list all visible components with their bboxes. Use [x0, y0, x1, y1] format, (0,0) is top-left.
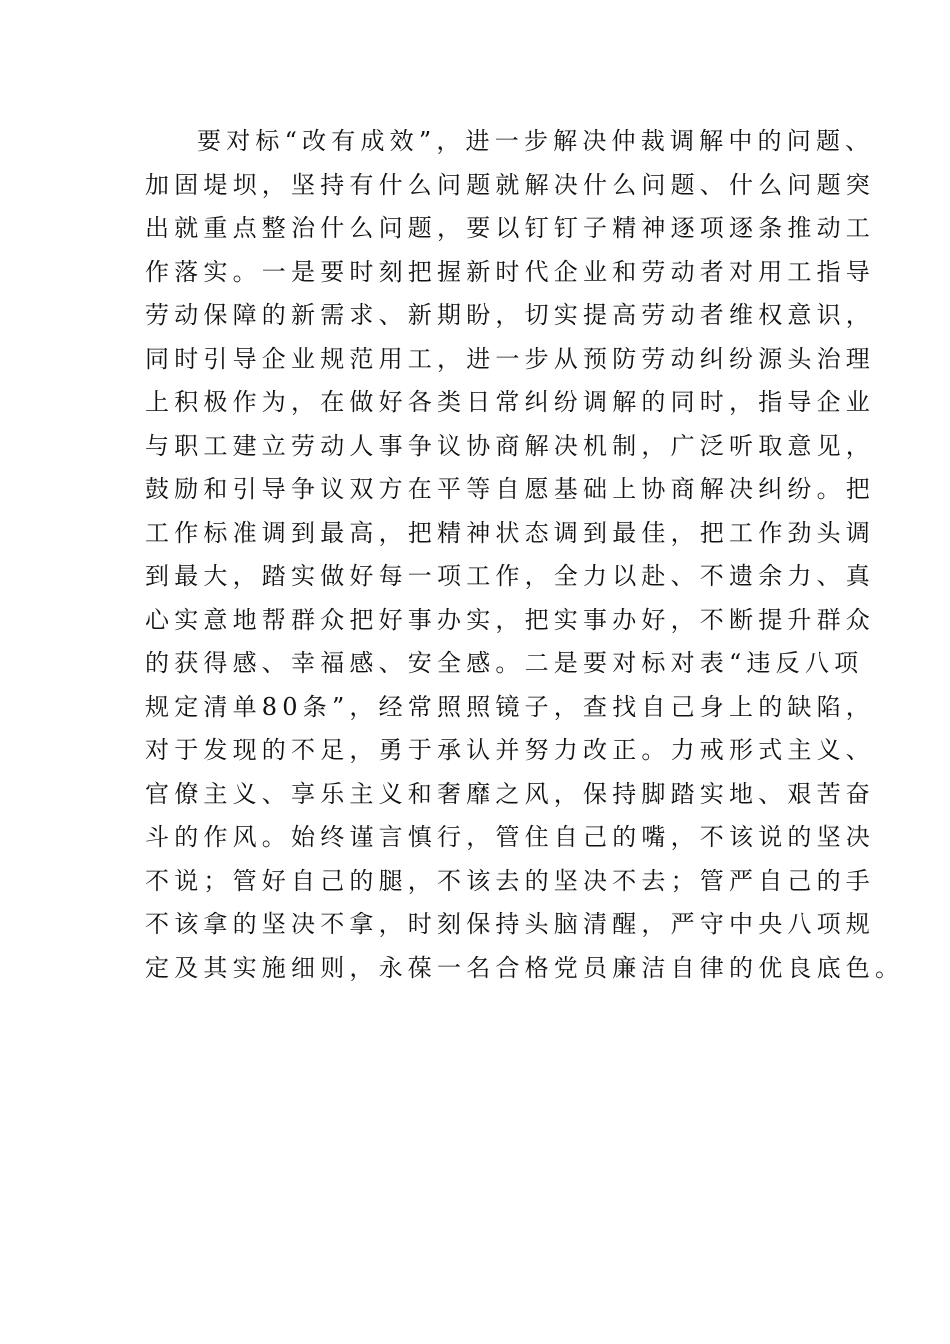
paragraph-line-16: 官僚主义、享乐主义和奢靡之风，保持脚踏实地、艰苦奋	[145, 779, 875, 808]
paragraph-line-6: 同时引导企业规范用工，进一步从预防劳动纠纷源头治理	[145, 344, 875, 373]
paragraph-line-14: 规定清单80条”，经常照照镜子，查找自己身上的缺陷，	[145, 692, 876, 721]
paragraph-line-13: 的获得感、幸福感、安全感。二是要对标对表“违反八项	[145, 649, 864, 677]
paragraph-line-2: 加固堤坝，坚持有什么问题就解决什么问题、什么问题突	[145, 170, 875, 199]
paragraph-line-3: 出就重点整治什么问题，要以钉钉子精神逐项逐条推动工	[145, 214, 875, 242]
paragraph-line-20: 定及其实施细则，永葆一名合格党员廉洁自律的优良底色。	[145, 953, 905, 982]
paragraph-line-11: 到最大，踏实做好每一项工作，全力以赴、不遗余力、真	[145, 562, 875, 590]
paragraph-line-4: 作落实。一是要时刻把握新时代企业和劳动者对用工指导	[145, 257, 875, 286]
paragraph-line-18: 不说；管好自己的腿，不该去的坚决不去；管严自己的手	[145, 866, 875, 895]
paragraph-line-5: 劳动保障的新需求、新期盼，切实提高劳动者维权意识，	[145, 301, 875, 329]
body-paragraph	[145, 120, 905, 990]
paragraph-line-7: 上积极作为，在做好各类日常纠纷调解的同时，指导企业	[145, 388, 875, 416]
paragraph-line-1: 要对标“改有成效”，进一步解决仲裁调解中的问题、	[197, 127, 875, 155]
paragraph-line-17: 斗的作风。始终谨言慎行，管住自己的嘴，不该说的坚决	[145, 823, 875, 851]
paragraph-line-19: 不该拿的坚决不拿，时刻保持头脑清醒，严守中央八项规	[145, 910, 875, 938]
paragraph-line-12: 心实意地帮群众把好事办实，把实事办好，不断提升群众	[145, 605, 875, 634]
paragraph-line-8: 与职工建立劳动人事争议协商解决机制，广泛听取意见，	[145, 431, 875, 460]
paragraph-line-15: 对于发现的不足，勇于承认并努力改正。力戒形式主义、	[145, 736, 875, 764]
paragraph-line-9: 鼓励和引导争议双方在平等自愿基础上协商解决纠纷。把	[145, 475, 875, 503]
paragraph-line-10: 工作标准调到最高，把精神状态调到最佳，把工作劲头调	[145, 518, 875, 547]
